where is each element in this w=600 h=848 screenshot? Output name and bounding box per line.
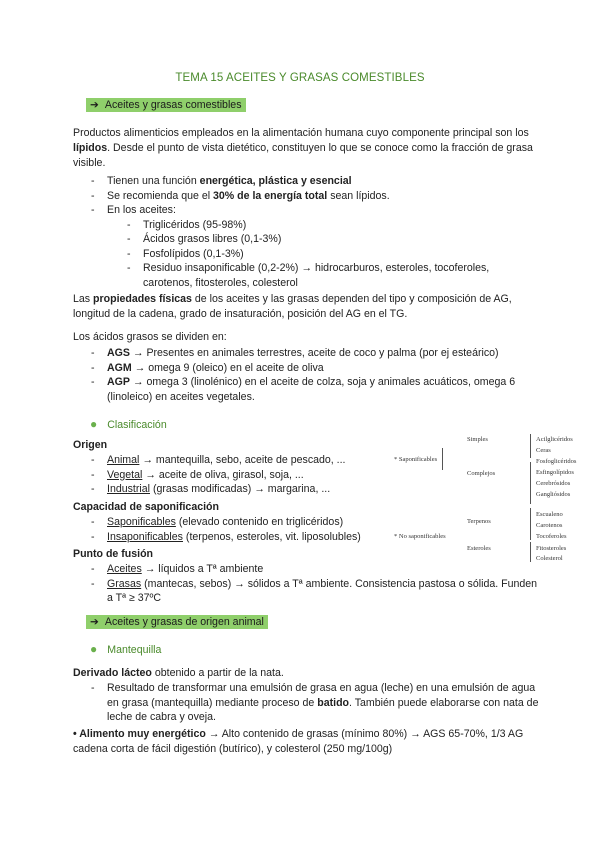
page-title: TEMA 15 ACEITES Y GRASAS COMESTIBLES	[175, 72, 425, 84]
acidos-intro: Los ácidos grasos se dividen en:	[73, 331, 227, 343]
list-item: - Tienen una función energética, plástica y esencial	[73, 174, 543, 189]
diagram-item: Colesterol	[536, 555, 563, 562]
lipid-classification-diagram	[390, 432, 600, 562]
intro-paragraph: Productos alimenticios empleados en la alimentación humana cuyo componente principal son los lípidos. Desde el punto de vista dietético, constituyen lo que se conoce como la fracción de grasa visible.	[73, 127, 533, 169]
list-item: - Insaponificables (terpenos, esteroles, vit. liposolubles)	[73, 530, 403, 545]
diagram-bracket	[530, 508, 531, 540]
list-item: - Fosfolípidos (0,1-3%)	[73, 247, 543, 262]
list-item: - Aceites → líquidos a Tª ambiente	[73, 562, 543, 577]
diagram-item: Fosfoglicéridos	[536, 458, 577, 465]
origen-list	[73, 453, 403, 497]
physical-properties-paragraph: Las propiedades físicas de los aceites y las grasas dependen del tipo y composición de AG, longitud de la cadena, grado de insaturación, posición del AG en el TG.	[73, 293, 512, 320]
origen-heading: Origen	[73, 439, 108, 451]
diagram-label-complejos: Complejos	[467, 470, 496, 477]
properties-list	[73, 174, 543, 290]
arrow-icon: ➔	[90, 616, 99, 628]
list-item: - AGP → omega 3 (linolénico) en el aceite de colza, soja y animales acuáticos, omega 6 (linoleico) en aceites vegetales.	[73, 375, 543, 404]
diagram-item: Carotenos	[536, 522, 563, 529]
diagram-label-esteroles: Esteroles	[467, 545, 491, 552]
list-item: - Ácidos grasos libres (0,1-3%)	[73, 232, 543, 247]
list-item: - En los aceites:	[73, 203, 543, 218]
list-item: - AGM → omega 9 (oleico) en el aceite de oliva	[73, 361, 543, 376]
diagram-bracket	[442, 448, 443, 470]
diagram-bracket	[530, 462, 531, 504]
bullet-icon: ●	[90, 642, 98, 656]
derivado-paragraph: Derivado lácteo obtenido a partir de la nata.	[73, 667, 284, 679]
list-item: - Animal → mantequilla, sebo, aceite de pescado, ...	[73, 453, 403, 468]
list-item: - Resultado de transformar una emulsión de grasa en agua (leche) en una emulsión de agua en grasa (mantequilla) mediante proceso de batido. También puede elaborarse con nata de leche de cabra y oveja.	[73, 681, 543, 725]
derivado-list	[73, 681, 543, 725]
section-heading-origen-animal: ➔ Aceites y grasas de origen animal	[86, 616, 268, 628]
diagram-item: Fitosteroles	[536, 545, 567, 552]
list-item: - Saponificables (elevado contenido en triglicéridos)	[73, 515, 403, 530]
fatty-acids-list	[73, 346, 543, 404]
fusion-list	[73, 562, 543, 606]
list-item: - AGS → Presentes en animales terrestres, aceite de coco y palma (por ej esteárico)	[73, 346, 543, 361]
list-item: - Vegetal → aceite de oliva, girasol, soja, ...	[73, 468, 403, 483]
diagram-item: Acilglicéridos	[536, 436, 573, 443]
diagram-item: Escualeno	[536, 511, 563, 518]
diagram-item: Tocoferoles	[536, 533, 567, 540]
list-item: - Se recomienda que el 30% de la energía total sean lípidos.	[73, 189, 543, 204]
clasificacion-heading: ● Clasificación	[90, 417, 167, 431]
list-item: - Industrial (grasas modificadas) → margarina, ...	[73, 482, 403, 497]
diagram-label-saponificables: * Saponificables	[394, 456, 438, 463]
arrow-icon: ➔	[90, 99, 99, 111]
list-item: - Triglicéridos (95-98%)	[73, 218, 543, 233]
list-item: - Residuo insaponificable (0,2-2%) → hidrocarburos, esteroles, tocoferoles, carotenos, fitosteroles, colesterol	[73, 261, 543, 290]
diagram-bracket	[530, 542, 531, 562]
section-heading-aceites: ➔ Aceites y grasas comestibles	[86, 99, 246, 111]
diagram-item: Gangliósidos	[536, 491, 571, 498]
saponificacion-list	[73, 515, 403, 544]
diagram-label-simples: Simples	[467, 436, 488, 443]
alimento-paragraph: • Alimento muy energético → Alto contenido de grasas (mínimo 80%) → AGS 65-70%, 1/3 AG cadena corta de fácil digestión (butírico), y colesterol (250 mg/100g)	[73, 728, 524, 755]
diagram-bracket	[530, 434, 531, 458]
list-item: - Grasas (mantecas, sebos) → sólidos a Tª ambiente. Consistencia pastosa o sólida. Funden a Tª ≥ 37ºC	[73, 577, 543, 606]
diagram-item: Esfingolípidos	[536, 469, 574, 476]
mantequilla-heading: ● Mantequilla	[90, 642, 162, 656]
saponificacion-heading: Capacidad de saponificación	[73, 501, 219, 513]
fusion-heading: Punto de fusión	[73, 548, 154, 560]
diagram-item: Cerebrósidos	[536, 480, 571, 487]
diagram-label-no-saponificables: * No saponificables	[394, 533, 446, 540]
diagram-label-terpenos: Terpenos	[467, 518, 491, 525]
diagram-item: Ceras	[536, 447, 551, 454]
bullet-icon: ●	[90, 417, 98, 431]
